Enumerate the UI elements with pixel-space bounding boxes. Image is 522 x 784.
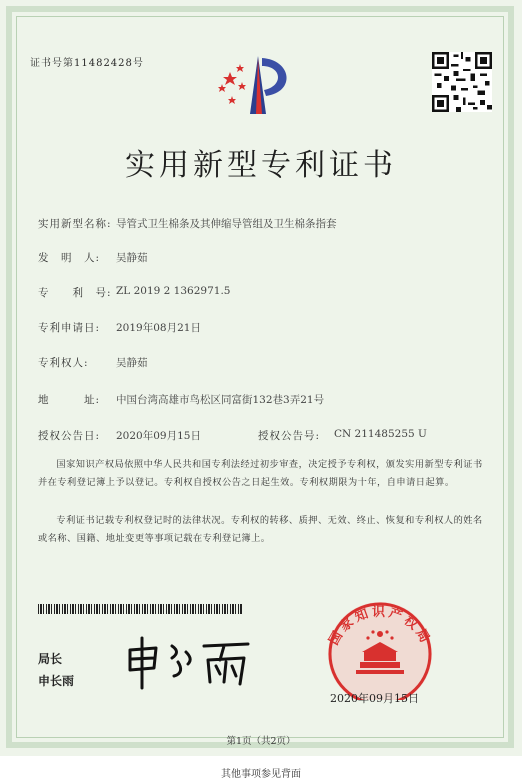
grant-date-label: 授权公告日:	[38, 430, 101, 442]
grant-number-value: CN 211485255 U	[334, 428, 427, 440]
cnipa-emblem-icon	[210, 52, 302, 116]
filing-date-label: 专利申请日:	[38, 322, 101, 334]
seal-date: 2020年09月15日	[330, 692, 419, 705]
grant-date-value: 2020年09月15日	[116, 430, 201, 442]
filing-date-value: 2019年08月21日	[116, 322, 201, 334]
certificate-number: 证书号第11482428号	[30, 58, 144, 69]
certificate-title: 实用新型专利证书	[125, 148, 397, 183]
patentee-label: 专利权人:	[38, 357, 89, 369]
patent-number-label: 专 利 号:	[38, 287, 112, 299]
svg-text:国家知识产权局: 国家知识产权局	[326, 605, 434, 648]
inventor-value: 吴静茹	[116, 252, 148, 264]
director-name-label: 申长雨	[38, 674, 75, 688]
utility-model-name-value: 导管式卫生棉条及其伸缩导管组及卫生棉条指套	[116, 218, 337, 230]
qr-code-icon	[432, 52, 492, 112]
utility-model-name-label: 实用新型名称:	[38, 218, 112, 230]
director-signature-icon	[120, 632, 260, 692]
official-seal-icon	[312, 596, 448, 700]
back-note: 其他事项参见背面	[221, 769, 301, 780]
page-number: 第1页（共2页）	[226, 736, 296, 747]
address-value: 中国台湾高雄市鸟松区同富街132巷3弄21号	[116, 394, 325, 406]
inventor-label: 发 明 人:	[38, 252, 101, 264]
legal-status-paragraph: 专利证书记载专利权登记时的法律状况。专利权的转移、质押、无效、终止、恢复和专利权人的姓名或名称、国籍、地址变更等事项记载在专利登记簿上。	[38, 515, 483, 544]
patentee-value: 吴静茹	[116, 357, 148, 369]
grant-statement-paragraph: 国家知识产权局依照中华人民共和国专利法经过初步审查，决定授予专利权，颁发实用新型专利证书并在专利登记簿上予以登记。专利权自授权公告之日起生效。专利权期限为十年，自申请日起算。	[38, 459, 483, 488]
grant-number-label: 授权公告号:	[258, 430, 321, 442]
barcode	[38, 604, 243, 614]
director-role-label: 局长	[38, 652, 63, 666]
patent-number-value: ZL 2019 2 1362971.5	[116, 285, 231, 297]
address-label: 地 址:	[38, 394, 101, 406]
